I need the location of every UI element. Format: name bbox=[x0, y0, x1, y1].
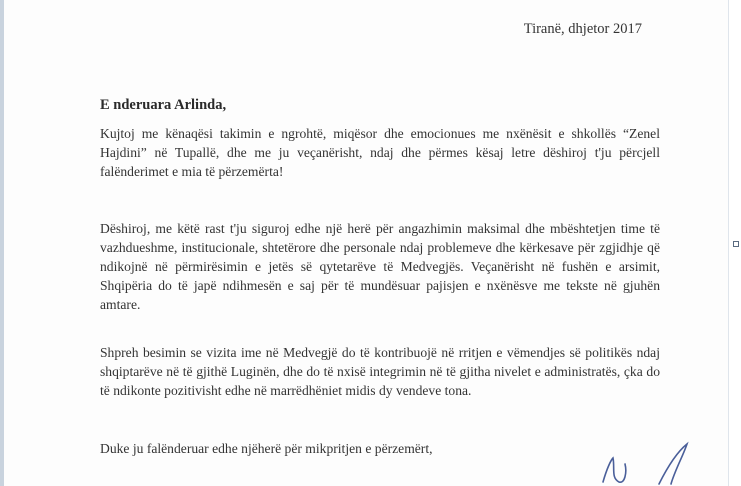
letter-paragraph-2: Dëshiroj, me këtë rast t'ju siguroj edhe një herë për angazhimin maksimal dhe mbështetjen time të vazhdueshme, institucionale, shtetërore dhe personale ndaj problemeve dhe kërkesave për zgjidhje që ndikojnë në përmirësimin e jetës së qytetarëve të Medvegjës. Veçanërisht në fushën e arsimit, Shqipëria do të japë ndihmesën e saj për të mundësuar pajisjen e nxënësve me tekste në gjuhën amtare. bbox=[100, 221, 660, 312]
letter-salutation: E nderuara Arlinda, bbox=[100, 97, 227, 113]
signature-icon bbox=[589, 438, 699, 486]
letter-page bbox=[4, 0, 728, 486]
resize-handle[interactable] bbox=[733, 241, 739, 247]
letter-paragraph-1: Kujtoj me kënaqësi takimin e ngrohtë, miqësor dhe emocionues me nxënësit e shkollës “Zenel Hajdini” në Tupallë, dhe me ju veçanërisht, ndaj dhe përmes kësaj letre dëshiroj t'ju përcjell falënderimet e mia të përzemërta! bbox=[100, 126, 660, 179]
page-right-edge bbox=[728, 0, 729, 486]
letter-closing: Duke ju falënderuar edhe njëherë për mikpritjen e përzemërt, bbox=[100, 441, 433, 456]
letter-date: Tiranë, dhjetor 2017 bbox=[523, 21, 642, 37]
letter-paragraph-3: Shpreh besimin se vizita ime në Medvegjë do të kontribuojë në rritjen e vëmendjes së politikës ndaj shqiptarëve në të gjithë Luginën, dhe do të nxisë integrimin në të gjitha nivelet e administratës, çka do të ndikonte pozitivisht edhe në marrëdhëniet midis dy vendeve tona. bbox=[100, 345, 660, 398]
